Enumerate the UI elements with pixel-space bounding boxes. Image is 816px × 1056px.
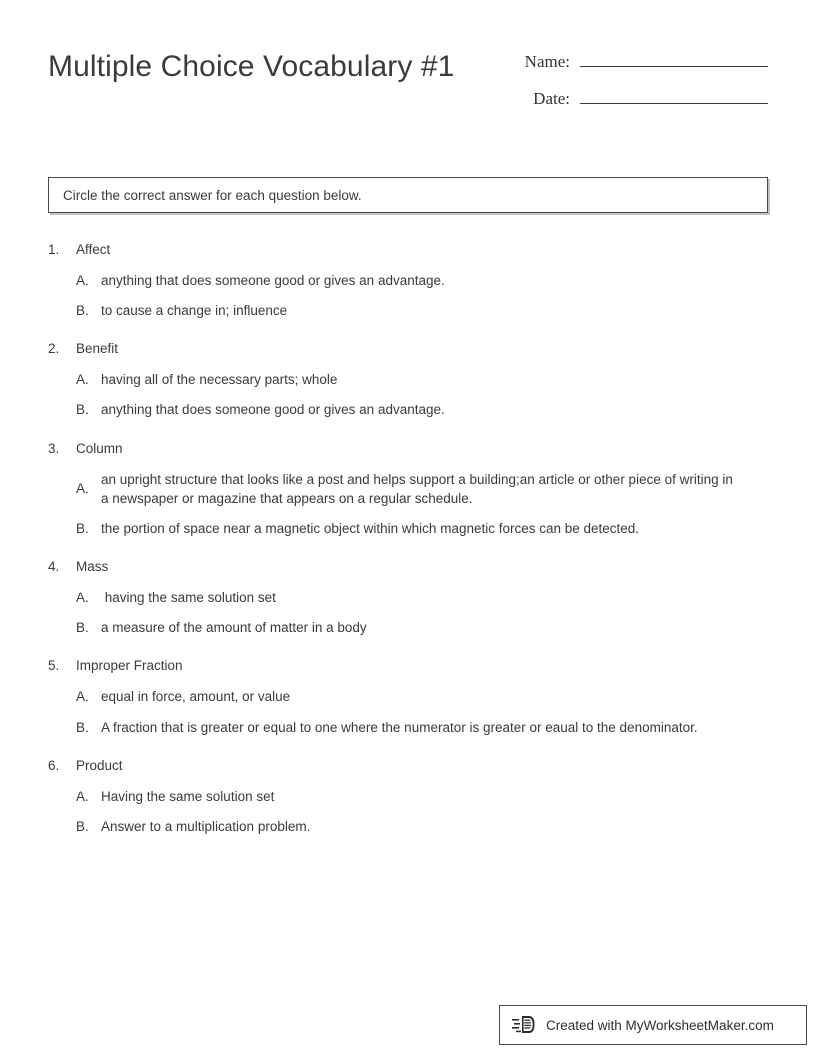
answer-option-text: a measure of the amount of matter in a body <box>101 620 367 636</box>
question-item <box>48 242 768 320</box>
answer-option-text: the portion of space near a magnetic object within which magnetic forces can be detected. <box>101 520 640 536</box>
answer-option[interactable] <box>76 718 768 737</box>
answer-option-letter: B. <box>76 520 89 536</box>
answer-option-text: having the same solution set <box>101 590 276 606</box>
answer-option[interactable] <box>76 588 768 607</box>
answer-option-text: Having the same solution set <box>101 788 275 804</box>
question-item <box>48 658 768 736</box>
instruction-box <box>48 177 768 213</box>
question-word: Affect <box>76 242 111 257</box>
answer-option-letter: A. <box>76 590 89 606</box>
question-number: 5. <box>48 658 60 674</box>
question-number: 2. <box>48 341 60 357</box>
answer-option-letter: B. <box>76 818 89 834</box>
page-title: Multiple Choice Vocabulary #1 <box>48 50 455 83</box>
answer-option-text: an upright structure that looks like a post and helps support a building;an article or other piece of writing in a newspaper or magazine that appears on a regular schedule. <box>101 471 737 506</box>
answer-option-letter: B. <box>76 402 89 418</box>
answer-options <box>48 588 768 637</box>
answer-option-letter: B. <box>76 719 89 735</box>
answer-options <box>48 787 768 836</box>
answer-option[interactable] <box>76 817 768 836</box>
question-heading <box>48 758 768 773</box>
answer-option-text: anything that does someone good or gives an advantage. <box>101 273 445 288</box>
answer-option-text: to cause a change in; influence <box>101 303 288 319</box>
answer-options <box>48 370 768 419</box>
answer-option[interactable] <box>76 370 768 389</box>
answer-option-letter: B. <box>76 303 89 319</box>
answer-option[interactable] <box>76 271 768 290</box>
answer-option-text: anything that does someone good or gives an advantage. <box>101 402 445 418</box>
answer-option[interactable] <box>76 519 768 538</box>
name-row <box>516 52 768 72</box>
answer-option[interactable] <box>76 787 768 806</box>
answer-option-letter: A. <box>76 481 89 497</box>
answer-option-letter: A. <box>76 372 89 388</box>
question-number: 6. <box>48 757 60 773</box>
answer-option[interactable] <box>76 618 768 637</box>
date-input-line[interactable] <box>580 90 768 104</box>
question-word: Column <box>76 440 123 456</box>
question-word: Benefit <box>76 341 119 357</box>
answer-option-letter: A. <box>76 273 89 288</box>
date-label: Date: <box>533 89 570 108</box>
question-item <box>48 559 768 637</box>
question-word: Mass <box>76 559 109 575</box>
answer-option[interactable] <box>76 687 768 706</box>
answer-option-letter: A. <box>76 689 89 705</box>
footer-badge[interactable] <box>499 1005 807 1045</box>
date-row <box>516 89 768 109</box>
question-number: 3. <box>48 440 60 456</box>
answer-options <box>48 271 768 320</box>
answer-option[interactable] <box>76 470 768 508</box>
question-item <box>48 341 768 419</box>
question-word: Product <box>76 757 123 773</box>
answer-option-text: Answer to a multiplication problem. <box>101 818 311 834</box>
answer-option[interactable] <box>76 400 768 419</box>
question-item <box>48 441 768 538</box>
footer-badge-text: Created with MyWorksheetMaker.com <box>546 1017 774 1033</box>
answer-option-letter: B. <box>76 620 89 636</box>
question-heading <box>48 441 768 456</box>
worksheet-header <box>48 44 768 126</box>
name-input-line[interactable] <box>580 53 768 67</box>
question-heading <box>48 242 768 257</box>
worksheet-maker-logo-icon <box>512 1013 538 1037</box>
question-word: Improper Fraction <box>76 658 183 674</box>
question-heading <box>48 341 768 356</box>
instruction-text: Circle the correct answer for each question below. <box>63 187 362 203</box>
answer-option-text: having all of the necessary parts; whole <box>101 372 338 388</box>
question-number: 4. <box>48 559 60 575</box>
name-label: Name: <box>524 52 570 71</box>
answer-option-text: A fraction that is greater or equal to one where the numerator is greater or eaual to the denominator. <box>101 719 698 735</box>
name-date-block <box>516 44 768 126</box>
question-heading <box>48 559 768 574</box>
answer-option[interactable] <box>76 301 768 320</box>
question-number: 1. <box>48 242 60 257</box>
answer-options <box>48 470 768 538</box>
question-item <box>48 758 768 836</box>
answer-option-text: equal in force, amount, or value <box>101 689 291 705</box>
questions-list <box>48 242 768 857</box>
answer-options <box>48 687 768 736</box>
answer-option-letter: A. <box>76 788 89 804</box>
question-heading <box>48 658 768 673</box>
